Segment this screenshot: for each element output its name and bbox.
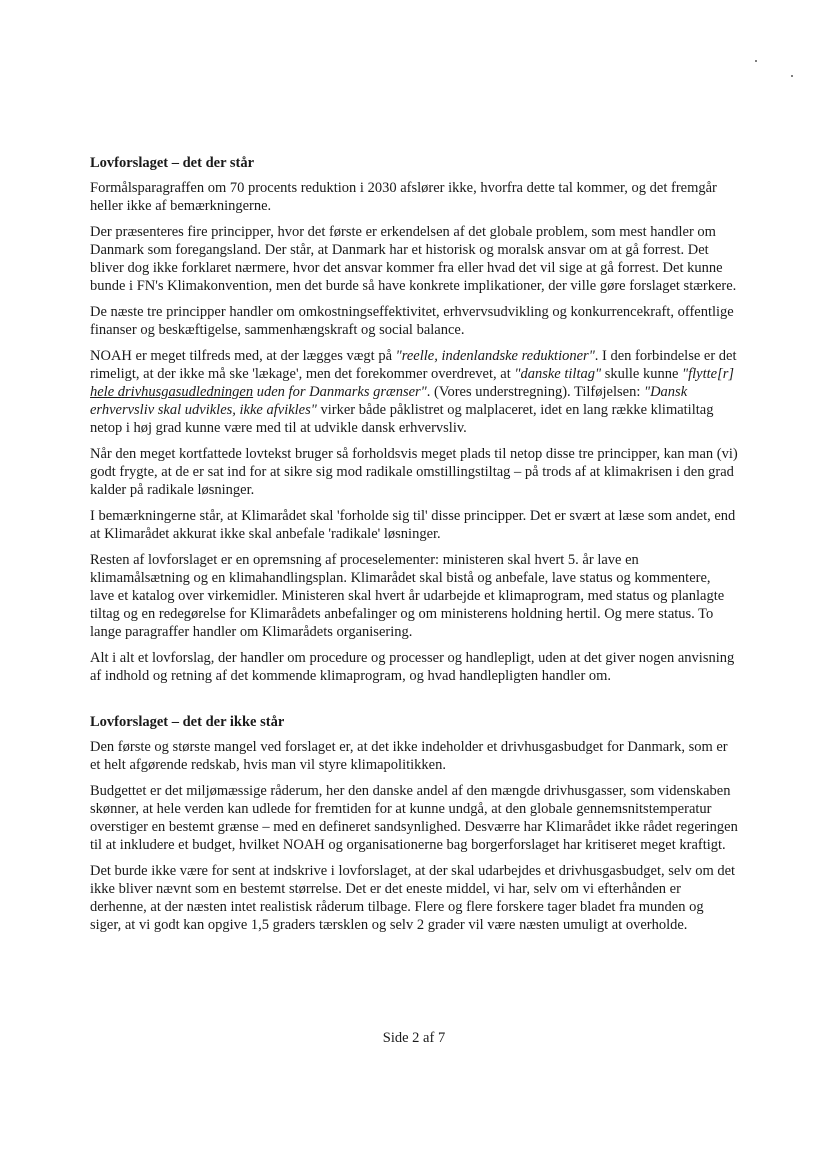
paragraph-noah bbox=[90, 347, 738, 437]
paragraph: Når den meget kortfattede lovtekst bruger så forholdsvis meget plads til netop disse tre principper, kan man (vi) godt frygte, at de er sat ind for at sikre sig mod radikale omstillingstiltag – på trods af at klimakrisen i den grad kalder på radikale løsninger. bbox=[90, 446, 738, 498]
quote: "reelle, indenlandske reduktioner" bbox=[395, 348, 595, 364]
quote: "danske tiltag" bbox=[514, 366, 602, 382]
text-run: . I den forbindelse er det rimeligt, at der ikke må ske 'lækage', men det forekommer overdrevet, at bbox=[90, 348, 737, 382]
quote: uden for Danmarks grænser" bbox=[253, 384, 427, 400]
paragraph: Budgettet er det miljømæssige råderum, her den danske andel af den mængde drivhusgasser, som videnskaben skønner, at hele verden kan udlede for fremtiden for at kunne undgå, at den globale gennemsnitstemperatur overstiger en bestemt grænse – med en defineret sandsynlighed. Desværre har Klimarådet ikke rådet regeringen til at inkludere et budget, hvilket NOAH og organisationerne bag borgerforslaget har kritiseret meget kraftigt. bbox=[90, 783, 738, 853]
page-number: Side 2 af 7 bbox=[382, 1030, 446, 1046]
paragraph: Resten af lovforslaget er en opremsning af proceselementer: ministeren skal hvert 5. år lave en klimamålsætning og en klimahandlingsplan. Klimarådet skal bistå og anbefale, lave status og kommentere, lave et katalog over virkemidler. Ministeren skal hvert år udarbejde et klimaprogram, med status og planlagte tiltag og en redegørelse for Klimarådets anbefalinger og om ministerens holdning hertil. Og mere status. To lange paragraffer handler om Klimarådets organisering. bbox=[90, 552, 725, 640]
quote: "Dansk erhvervsliv skal udvikles, ikke afvikles" bbox=[90, 384, 688, 418]
paragraph: Formålsparagraffen om 70 procents reduktion i 2030 afslører ikke, hvorfra dette tal kommer, og det fremgår heller ikke af bemærkningerne. bbox=[90, 180, 717, 214]
section-what-it-does-not-say bbox=[90, 713, 738, 934]
paragraph: De næste tre principper handler om omkostningseffektivitet, erhvervsudvikling og konkurrencekraft, offentlige finanser og beskæftigelse, sammenhængskraft og social balance. bbox=[90, 304, 734, 338]
text-run: virker både påklistret og malplaceret, idet en lang række klimatiltag netop i høj grad kunne være med til at udvikle dansk erhvervsliv. bbox=[90, 402, 714, 436]
paragraph: Alt i alt et lovforslag, der handler om procedure og processer og handlepligt, uden at det giver nogen anvisning af indhold og retning af det kommende klimaprogram, og hvad handlepligten handler om. bbox=[90, 650, 735, 684]
paragraph: Den første og største mangel ved forslaget er, at det ikke indeholder et drivhusgasbudget for Danmark, som er et helt afgørende redskab, hvis man vil styre klimapolitikken. bbox=[90, 739, 728, 773]
paragraph: Der præsenteres fire principper, hvor det første er erkendelsen af det globale problem, som mest handler om Danmark som foregangsland. Der står, at Danmark har et historisk og moralsk ansvar om at gå forrest. Det bliver dog ikke forklaret nærmere, hvor det ansvar kommer fra eller hvad det vil sige at gå forrest. Det kunne bunde i FN's Klimakonvention, men det burde så have konkrete implikationer, der ville gøre forslaget stærkere. bbox=[90, 224, 737, 294]
document-body bbox=[90, 154, 738, 942]
section-heading: Lovforslaget – det der ikke står bbox=[90, 714, 285, 730]
text-run: skulle kunne bbox=[601, 366, 683, 382]
section-heading: Lovforslaget – det der står bbox=[90, 155, 255, 171]
paragraph: Det burde ikke være for sent at indskrive i lovforslaget, at der skal udarbejdes et drivhusgasbudget, selv om det ikke bliver nævnt som en bestemt størrelse. Det er det eneste middel, vi har, selv om vi efterhånden er derhenne, at der næsten intet realistisk råderum tilbage. Flere og flere forskere tager bladet fra munden og siger, at vi godt kan opgive 1,5 graders tærsklen og selv 2 grader vil være næsten umuligt at overholde. bbox=[90, 863, 736, 933]
underlined-quote: hele drivhusgasudledningen bbox=[90, 384, 254, 400]
text-run: NOAH er meget tilfreds med, at der lægges vægt på bbox=[90, 348, 396, 364]
quote: "flytte[r] bbox=[682, 366, 735, 382]
scan-speck bbox=[755, 60, 757, 62]
section-what-it-says bbox=[90, 154, 738, 685]
scan-speck bbox=[791, 75, 793, 77]
paragraph: I bemærkningerne står, at Klimarådet skal 'forholde sig til' disse principper. Det er svært at læse som andet, end at Klimarådet akkurat ikke skal anbefale 'radikale' løsninger. bbox=[90, 508, 736, 542]
text-run: . (Vores understregning). Tilføjelsen: bbox=[426, 384, 644, 400]
